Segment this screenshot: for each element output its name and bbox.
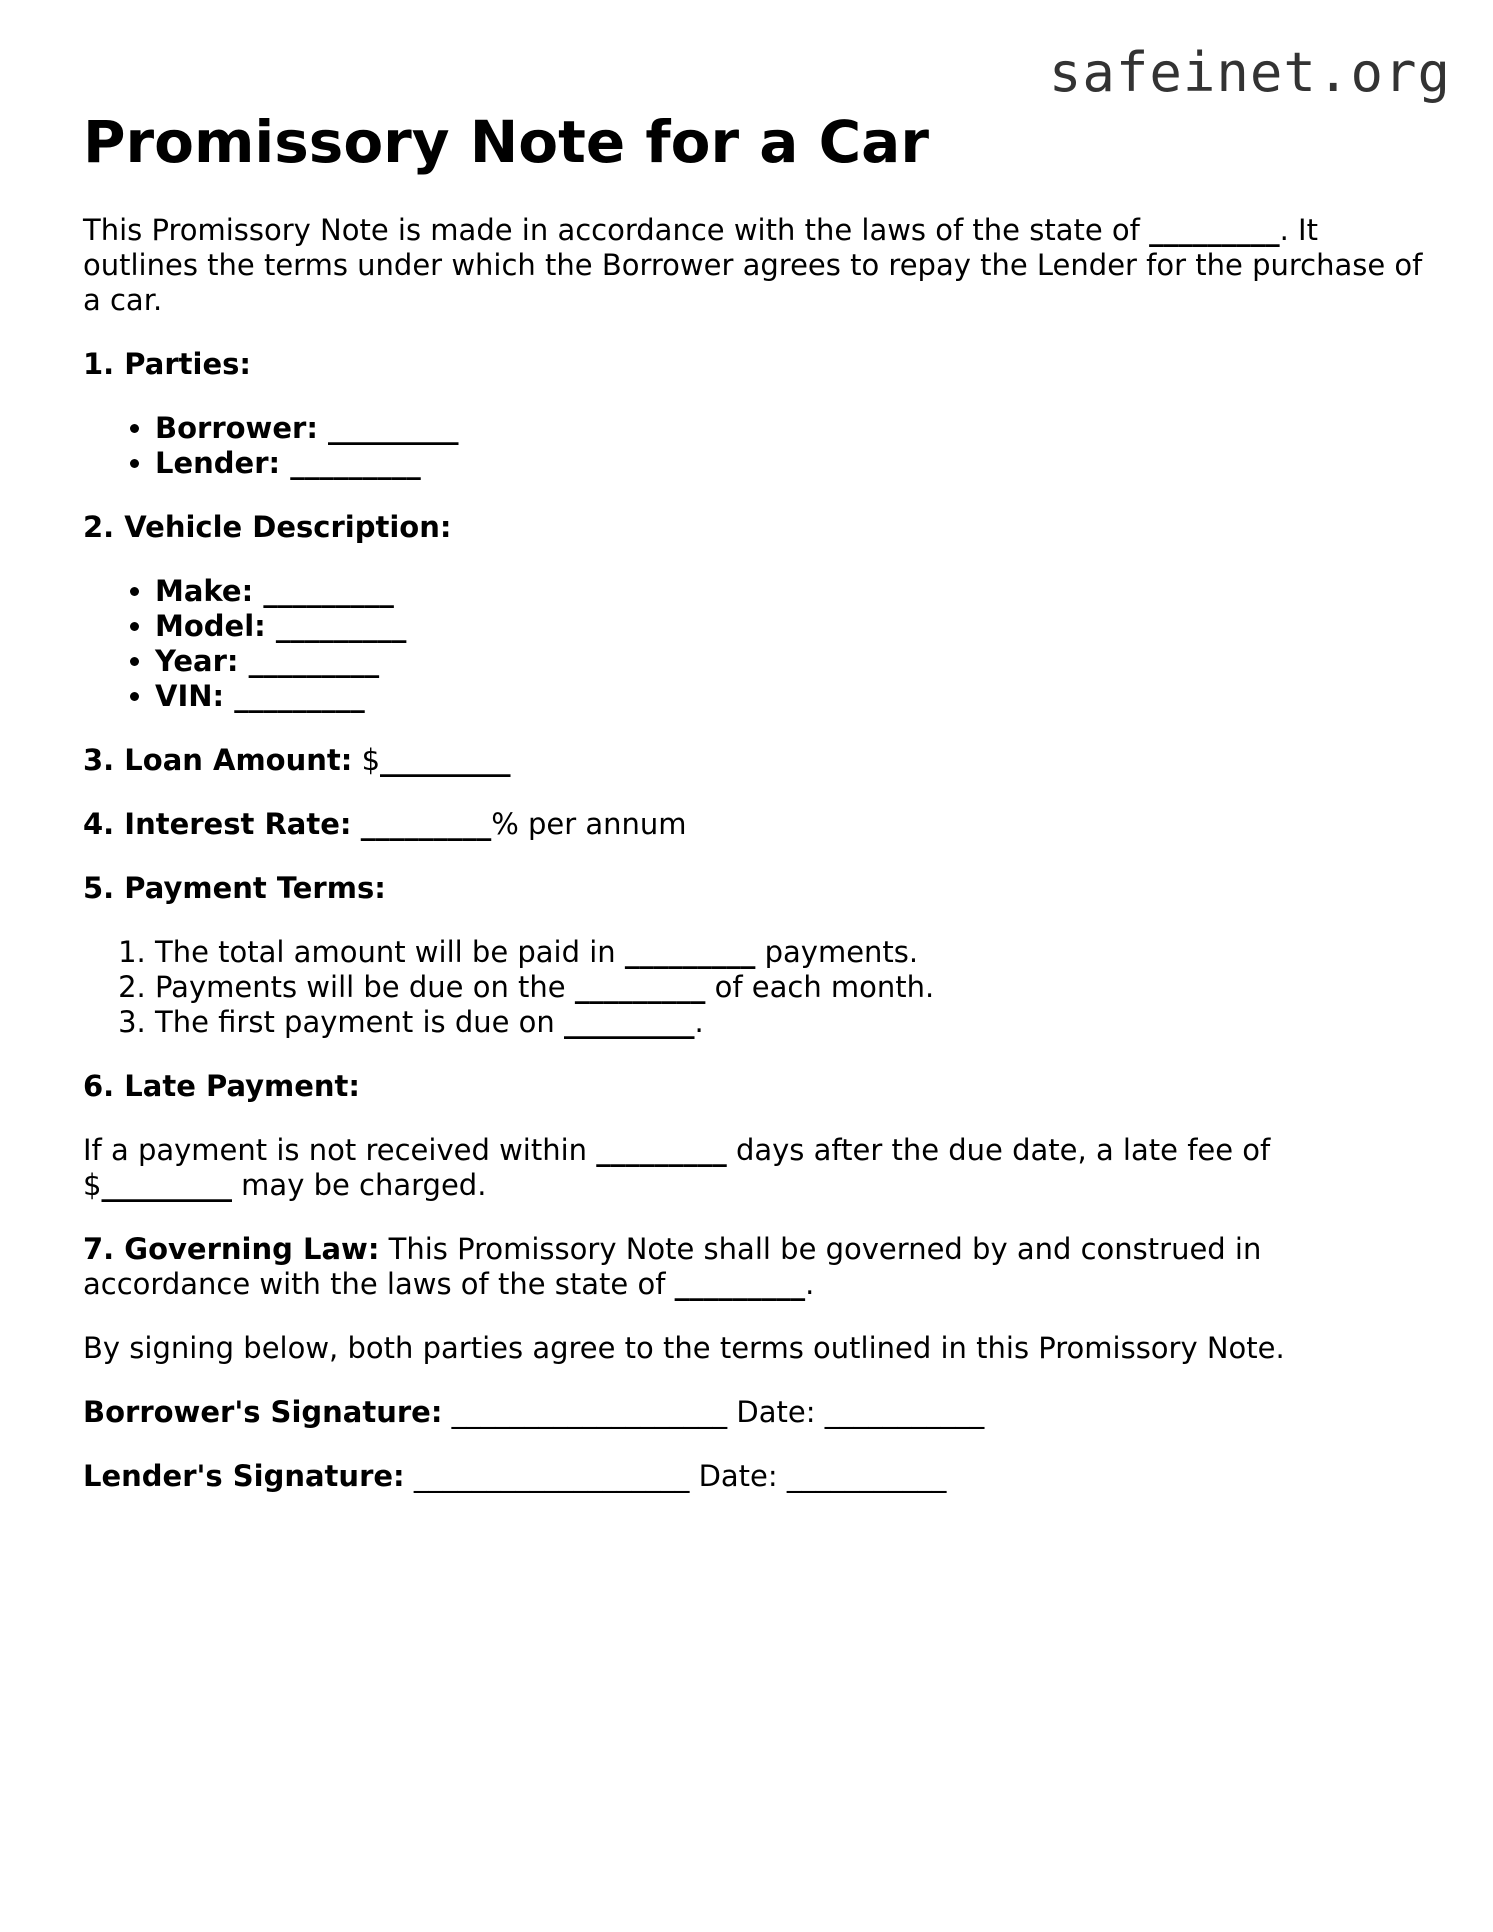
lender-date-field[interactable]: ___________	[786, 1459, 947, 1493]
list-item: • Borrower: _________	[155, 411, 1423, 446]
lender-signature-label: Lender's Signature:	[83, 1459, 405, 1493]
loan-amount-blank[interactable]: _________	[380, 743, 511, 777]
year-blank[interactable]: _________	[248, 644, 380, 678]
agreement-paragraph: By signing below, both parties agree to the terms outlined in this Promissory Note.	[83, 1331, 1285, 1365]
borrower-date-field[interactable]: ___________	[824, 1395, 985, 1429]
borrower-signature-line	[83, 1395, 1423, 1430]
governing-state-blank[interactable]: _________	[674, 1267, 806, 1301]
intro-state-blank[interactable]: _________	[1149, 213, 1280, 247]
lender-name-blank[interactable]: _________	[290, 446, 421, 480]
watermark: safeinet.org	[1048, 41, 1451, 104]
late-fee-blank[interactable]: _________	[101, 1168, 232, 1202]
interest-rate-blank[interactable]: _________	[360, 807, 492, 841]
borrower-date-label: Date:	[736, 1395, 816, 1429]
governing-law-heading: 7. Governing Law:	[83, 1232, 380, 1266]
model-blank[interactable]: _________	[275, 609, 407, 643]
list-item: • Make: _________	[155, 574, 1423, 609]
late-payment-heading: 6. Late Payment:	[83, 1069, 361, 1103]
vehicle-list	[83, 574, 1423, 714]
lender-signature-field[interactable]: ___________________	[413, 1459, 690, 1493]
interest-rate-heading: 4. Interest Rate:	[83, 807, 352, 841]
intro-paragraph	[83, 213, 1423, 318]
intro-text-b: . It outlines the terms under which the Borrower agrees to repay the Lender for the purchase of a car.	[83, 213, 1423, 317]
parties-heading: 1. Parties:	[83, 347, 251, 381]
list-item: • Model: _________	[155, 609, 1423, 644]
loan-amount-line: 3. Loan Amount: $_________	[83, 743, 511, 777]
due-day-blank[interactable]: _________	[574, 970, 706, 1004]
late-days-blank[interactable]: _________	[596, 1133, 727, 1167]
parties-list	[83, 411, 1423, 481]
payments-count-blank[interactable]: _________	[624, 935, 756, 969]
borrower-name-blank[interactable]: _________	[328, 411, 459, 445]
loan-amount-heading: 3. Loan Amount:	[83, 743, 353, 777]
list-item: 3. The first payment is due on _________.	[155, 1005, 1423, 1040]
vehicle-heading: 2. Vehicle Description:	[83, 510, 452, 544]
first-payment-date-blank[interactable]: _________	[564, 1005, 695, 1039]
borrower-signature-field[interactable]: ___________________	[451, 1395, 728, 1429]
list-item: 2. Payments will be due on the _________ of each month.	[155, 970, 1423, 1005]
borrower-signature-label: Borrower's Signature:	[83, 1395, 443, 1429]
intro-text-a: This Promissory Note is made in accordance with the laws of the state of	[83, 213, 1150, 247]
list-item: • Year: _________	[155, 644, 1423, 679]
list-item: 1. The total amount will be paid in _________ payments.	[155, 935, 1423, 970]
interest-rate-line: 4. Interest Rate: _________% per annum	[83, 807, 687, 841]
list-item: • Lender: _________	[155, 446, 1423, 481]
lender-date-label: Date:	[698, 1459, 778, 1493]
payment-terms-heading: 5. Payment Terms:	[83, 871, 386, 905]
governing-law-paragraph: 7. Governing Law: This Promissory Note shall be governed by and construed in accordance with the laws of the state of _________.	[83, 1232, 1262, 1301]
list-item: • VIN: _________	[155, 679, 1423, 714]
payment-terms-list	[83, 935, 1423, 1040]
make-blank[interactable]: _________	[263, 574, 394, 608]
page-title: Promissory Note for a Car	[83, 108, 929, 176]
document-page	[83, 108, 1423, 1523]
vin-blank[interactable]: _________	[234, 679, 365, 713]
late-payment-paragraph: If a payment is not received within _________ days after the due date, a late fee of $_________ may be charged.	[83, 1133, 1271, 1202]
lender-signature-line	[83, 1459, 1423, 1494]
